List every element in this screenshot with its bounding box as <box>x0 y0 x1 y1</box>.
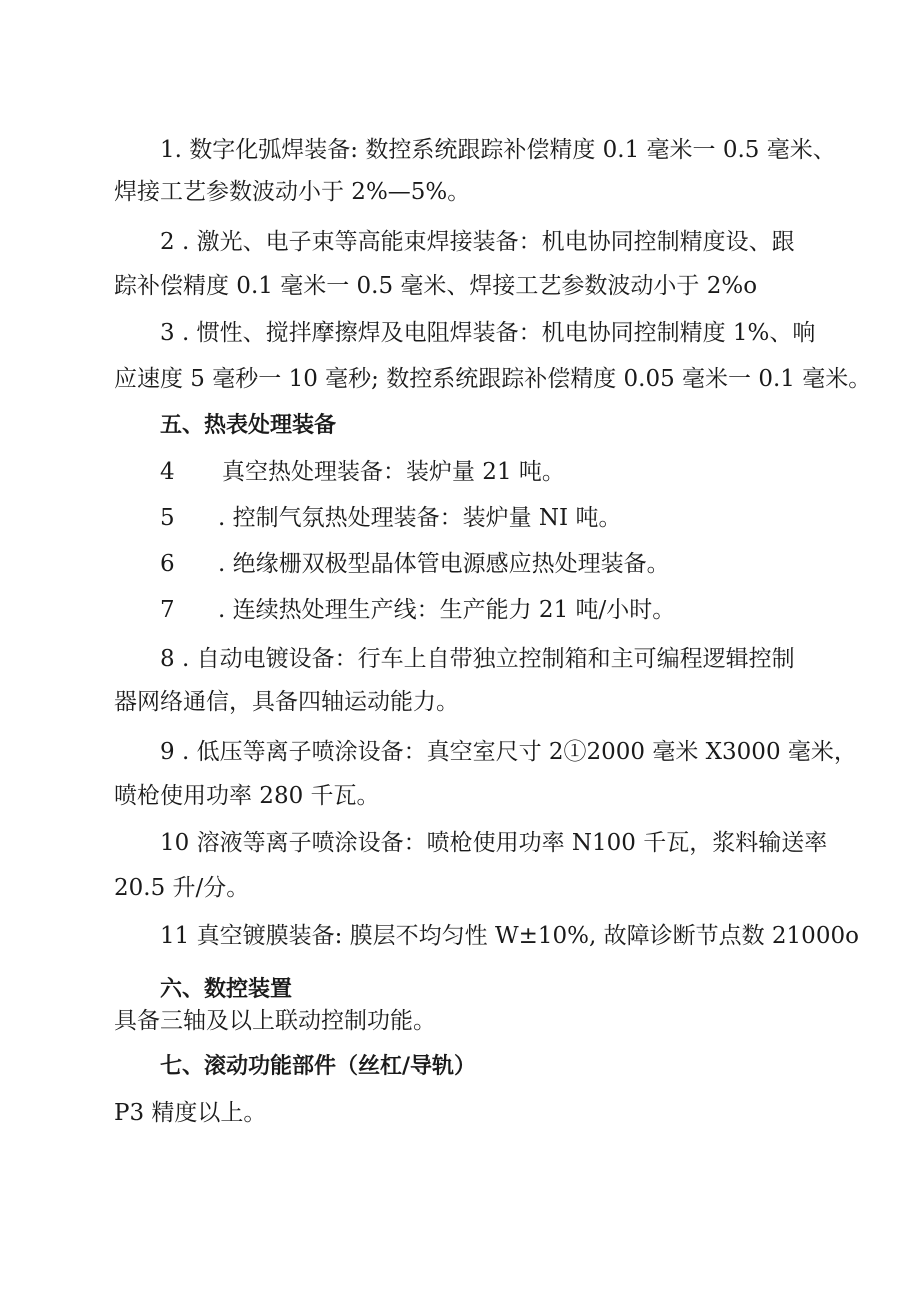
item-3-line-1: 3 . 惯性、搅拌摩擦焊及电阻焊装备：机电协同控制精度 1%、响 <box>160 320 816 346</box>
item-4-number: 4 <box>160 459 175 485</box>
item-10-line-2: 20.5 升/分。 <box>114 875 250 901</box>
item-8-line-1: 8 . 自动电镀设备：行车上自带独立控制箱和主可编程逻辑控制 <box>160 646 795 672</box>
item-5-number: 5 <box>160 505 175 531</box>
item-2-line-2: 踪补偿精度 0.1 毫米一 0.5 毫米、焊接工艺参数波动小于 2%o <box>114 273 758 299</box>
item-4-text: 真空热处理装备：装炉量 21 吨。 <box>222 459 565 485</box>
item-8-line-2: 器网络通信，具备四轴运动能力。 <box>114 689 459 715</box>
item-7-text: . 连续热处理生产线：生产能力 21 吨/小时。 <box>218 597 676 623</box>
section-6-text: 具备三轴及以上联动控制功能。 <box>114 1008 436 1034</box>
item-1-line-2: 焊接工艺参数波动小于 2%—5%。 <box>114 179 471 205</box>
item-2-line-1: 2 . 激光、电子束等高能束焊接装备：机电协同控制精度设、跟 <box>160 229 795 255</box>
section-5-heading: 五、热表处理装备 <box>160 413 337 438</box>
section-6-heading: 六、数控装置 <box>160 977 293 1002</box>
item-3-line-2: 应速度 5 毫秒一 10 毫秒; 数控系统跟踪补偿精度 0.05 毫米一 0.1 毫米。 <box>114 366 872 392</box>
item-6-number: 6 <box>160 551 175 577</box>
item-7-number: 7 <box>160 597 175 623</box>
item-1-line-1: 1. 数字化弧焊装备: 数控系统跟踪补偿精度 0.1 毫米一 0.5 毫米、 <box>160 137 836 163</box>
section-7-text: P3 精度以上。 <box>114 1100 267 1126</box>
item-5-text: . 控制气氛热处理装备：装炉量 NI 吨。 <box>218 505 622 531</box>
item-10-line-1: 10 溶液等离子喷涂设备：喷枪使用功率 N100 千瓦，浆料输送率 <box>160 830 828 856</box>
item-9-line-2: 喷枪使用功率 280 千瓦。 <box>114 783 380 809</box>
item-6-text: . 绝缘栅双极型晶体管电源感应热处理装备。 <box>218 551 670 577</box>
item-9-line-1: 9 . 低压等离子喷涂设备：真空室尺寸 2①2000 毫米 X3000 毫米， <box>160 739 857 765</box>
section-7-heading: 七、滚动功能部件（丝杠/导轨） <box>160 1054 477 1079</box>
item-11-line-1: 11 真空镀膜装备: 膜层不均匀性 W±10%, 故障诊断节点数 21000o <box>160 923 859 949</box>
